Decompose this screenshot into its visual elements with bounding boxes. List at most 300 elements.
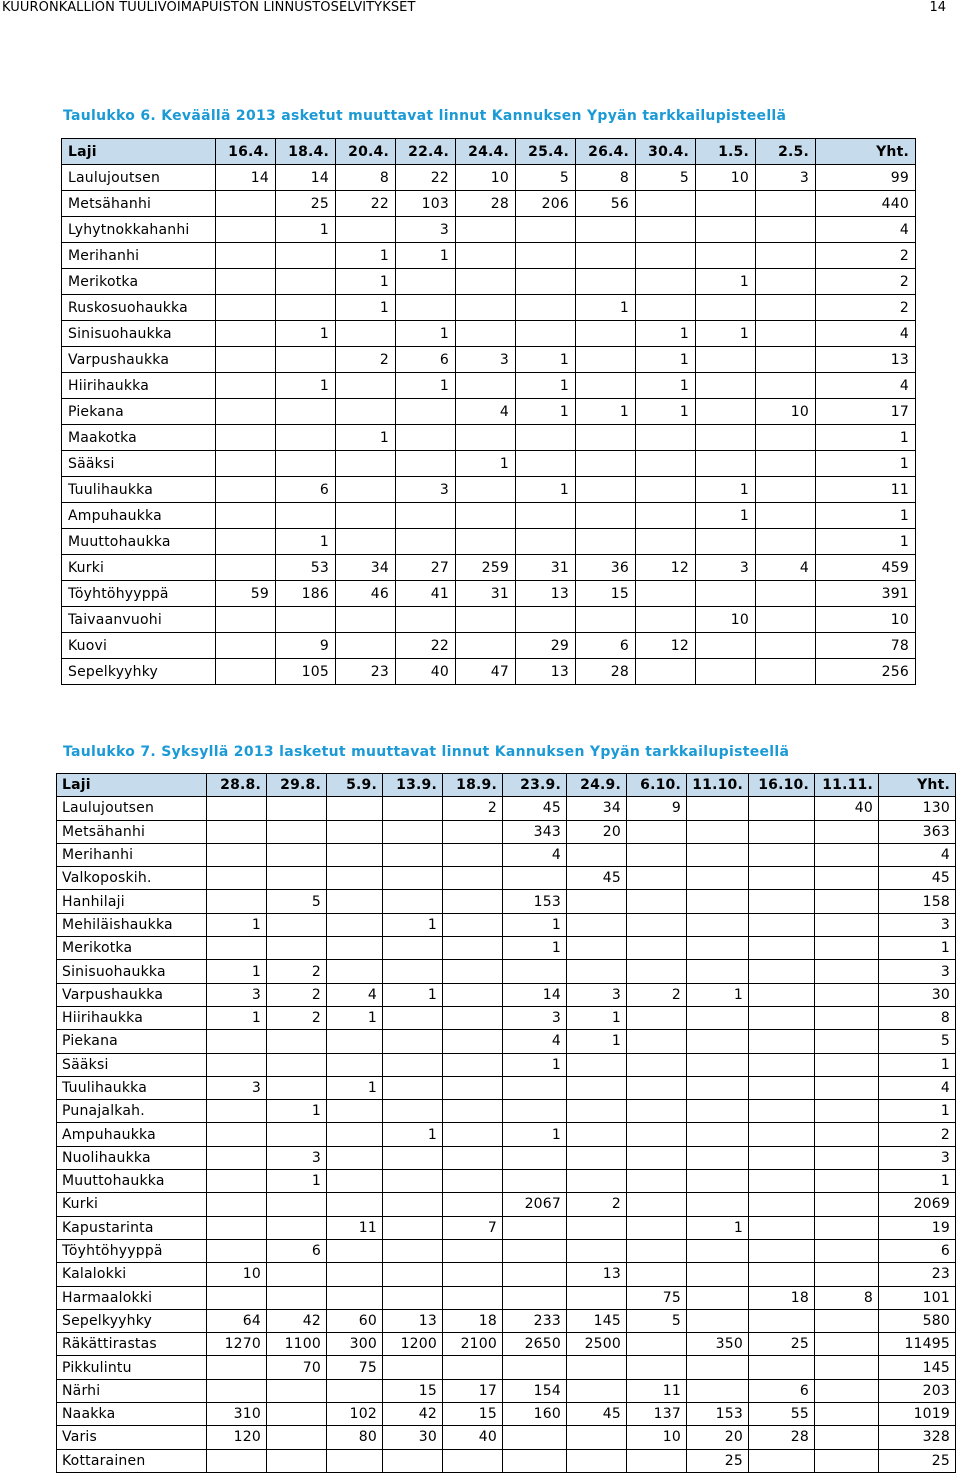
- count-cell: 31: [456, 581, 516, 607]
- count-cell: 56: [576, 191, 636, 217]
- species-cell: Pikkulintu: [57, 1356, 207, 1379]
- species-cell: Punajalkah.: [57, 1100, 207, 1123]
- table-row: [57, 913, 956, 936]
- species-cell: Kurki: [62, 555, 216, 581]
- count-cell: [576, 503, 636, 529]
- count-cell: 1: [207, 960, 267, 983]
- count-cell: [576, 269, 636, 295]
- count-cell: [636, 503, 696, 529]
- count-cell: [749, 1076, 815, 1099]
- count-cell: 1019: [879, 1403, 956, 1426]
- count-cell: [456, 607, 516, 633]
- count-cell: [327, 797, 383, 820]
- count-cell: [627, 1053, 687, 1076]
- count-cell: 2: [816, 295, 916, 321]
- count-cell: 25: [879, 1449, 956, 1472]
- count-cell: 440: [816, 191, 916, 217]
- count-cell: 4: [816, 321, 916, 347]
- count-cell: [687, 1309, 749, 1332]
- count-cell: 1: [276, 217, 336, 243]
- count-cell: [336, 451, 396, 477]
- count-cell: 3: [879, 960, 956, 983]
- count-cell: [696, 399, 756, 425]
- count-cell: [336, 399, 396, 425]
- column-header: 22.4.: [396, 139, 456, 165]
- table-row: [57, 1449, 956, 1472]
- table-row: [62, 555, 916, 581]
- count-cell: [815, 1216, 879, 1239]
- table-row: [57, 1403, 956, 1426]
- count-cell: [207, 867, 267, 890]
- count-cell: [756, 503, 816, 529]
- count-cell: [396, 607, 456, 633]
- column-header: 23.9.: [503, 774, 567, 797]
- count-cell: 40: [396, 659, 456, 685]
- column-header: Yht.: [816, 139, 916, 165]
- count-cell: [336, 607, 396, 633]
- count-cell: 10: [627, 1426, 687, 1449]
- count-cell: [383, 1286, 443, 1309]
- count-cell: 130: [879, 797, 956, 820]
- count-cell: 1: [516, 347, 576, 373]
- count-cell: [696, 295, 756, 321]
- species-cell: Merihanhi: [57, 843, 207, 866]
- count-cell: 1: [687, 1216, 749, 1239]
- count-cell: [815, 1309, 879, 1332]
- count-cell: 18: [749, 1286, 815, 1309]
- count-cell: [216, 529, 276, 555]
- count-cell: 391: [816, 581, 916, 607]
- count-cell: 40: [815, 797, 879, 820]
- count-cell: [396, 451, 456, 477]
- count-cell: [567, 937, 627, 960]
- count-cell: [503, 1263, 567, 1286]
- count-cell: 15: [383, 1379, 443, 1402]
- count-cell: 350: [687, 1333, 749, 1356]
- column-header: 2.5.: [756, 139, 816, 165]
- count-cell: [267, 1193, 327, 1216]
- count-cell: [267, 1403, 327, 1426]
- count-cell: [815, 1403, 879, 1426]
- count-cell: 2069: [879, 1193, 956, 1216]
- count-cell: [627, 1356, 687, 1379]
- count-cell: [276, 269, 336, 295]
- count-cell: [749, 1030, 815, 1053]
- count-cell: [456, 633, 516, 659]
- count-cell: 2: [816, 269, 916, 295]
- table-row: [57, 867, 956, 890]
- count-cell: [636, 607, 696, 633]
- species-cell: Kuovi: [62, 633, 216, 659]
- count-cell: 25: [687, 1449, 749, 1472]
- count-cell: [756, 607, 816, 633]
- count-cell: 1: [396, 243, 456, 269]
- count-cell: [216, 217, 276, 243]
- count-cell: [207, 797, 267, 820]
- count-cell: [627, 890, 687, 913]
- count-cell: [516, 607, 576, 633]
- count-cell: [443, 1193, 503, 1216]
- species-cell: Hanhilaji: [57, 890, 207, 913]
- count-cell: [815, 1053, 879, 1076]
- count-cell: 6: [276, 477, 336, 503]
- count-cell: [443, 1006, 503, 1029]
- count-cell: [567, 1076, 627, 1099]
- count-cell: 2: [627, 983, 687, 1006]
- count-cell: [267, 1379, 327, 1402]
- count-cell: 2: [443, 797, 503, 820]
- table-header-row: [57, 774, 956, 797]
- count-cell: [276, 347, 336, 373]
- count-cell: 1: [503, 937, 567, 960]
- count-cell: [207, 937, 267, 960]
- count-cell: [749, 1263, 815, 1286]
- species-cell: Ruskosuohaukka: [62, 295, 216, 321]
- count-cell: [636, 295, 696, 321]
- count-cell: [756, 425, 816, 451]
- count-cell: 300: [327, 1333, 383, 1356]
- count-cell: 1: [816, 451, 916, 477]
- count-cell: 45: [503, 797, 567, 820]
- count-cell: 14: [216, 165, 276, 191]
- count-cell: [207, 1170, 267, 1193]
- count-cell: [815, 1100, 879, 1123]
- count-cell: 13: [516, 581, 576, 607]
- count-cell: [687, 820, 749, 843]
- count-cell: [456, 269, 516, 295]
- count-cell: 41: [396, 581, 456, 607]
- count-cell: [327, 1449, 383, 1472]
- count-cell: 20: [687, 1426, 749, 1449]
- table-row: [57, 890, 956, 913]
- table-row: [57, 1006, 956, 1029]
- count-cell: [696, 243, 756, 269]
- count-cell: [267, 1286, 327, 1309]
- species-cell: Merikotka: [62, 269, 216, 295]
- count-cell: 4: [503, 1030, 567, 1053]
- species-cell: Sinisuohaukka: [57, 960, 207, 983]
- species-cell: Muuttohaukka: [57, 1170, 207, 1193]
- count-cell: [749, 1053, 815, 1076]
- count-cell: 6: [749, 1379, 815, 1402]
- table-row: [62, 503, 916, 529]
- count-cell: 1270: [207, 1333, 267, 1356]
- count-cell: 47: [456, 659, 516, 685]
- count-cell: [216, 477, 276, 503]
- count-cell: 1: [396, 321, 456, 347]
- count-cell: [815, 820, 879, 843]
- table-row: [62, 607, 916, 633]
- count-cell: 80: [327, 1426, 383, 1449]
- count-cell: [696, 373, 756, 399]
- count-cell: [267, 1123, 327, 1146]
- count-cell: 30: [383, 1426, 443, 1449]
- count-cell: 1: [456, 451, 516, 477]
- count-cell: [207, 1193, 267, 1216]
- count-cell: [383, 867, 443, 890]
- count-cell: 105: [276, 659, 336, 685]
- count-cell: [815, 1006, 879, 1029]
- count-cell: [443, 867, 503, 890]
- species-cell: Sinisuohaukka: [62, 321, 216, 347]
- table-row: [62, 451, 916, 477]
- count-cell: 1: [503, 1123, 567, 1146]
- count-cell: 75: [327, 1356, 383, 1379]
- count-cell: 1: [696, 503, 756, 529]
- count-cell: 15: [576, 581, 636, 607]
- count-cell: [267, 1030, 327, 1053]
- count-cell: [207, 1449, 267, 1472]
- count-cell: [383, 1356, 443, 1379]
- count-cell: [687, 797, 749, 820]
- count-cell: [443, 1146, 503, 1169]
- count-cell: 23: [879, 1263, 956, 1286]
- count-cell: [687, 1123, 749, 1146]
- count-cell: 154: [503, 1379, 567, 1402]
- count-cell: 310: [207, 1403, 267, 1426]
- count-cell: [516, 217, 576, 243]
- table-row: [57, 1333, 956, 1356]
- table-row: [62, 529, 916, 555]
- column-header: 25.4.: [516, 139, 576, 165]
- count-cell: 1: [336, 269, 396, 295]
- count-cell: 1: [696, 269, 756, 295]
- table-row: [57, 1263, 956, 1286]
- count-cell: 23: [336, 659, 396, 685]
- species-cell: Piekana: [62, 399, 216, 425]
- count-cell: 1: [636, 399, 696, 425]
- count-cell: 75: [627, 1286, 687, 1309]
- count-cell: [503, 1076, 567, 1099]
- count-cell: [383, 937, 443, 960]
- count-cell: 1: [336, 425, 396, 451]
- count-cell: [636, 581, 696, 607]
- count-cell: [327, 1030, 383, 1053]
- count-cell: [207, 1123, 267, 1146]
- column-header: 18.4.: [276, 139, 336, 165]
- count-cell: [749, 1356, 815, 1379]
- count-cell: 1: [207, 913, 267, 936]
- count-cell: 1: [327, 1076, 383, 1099]
- count-cell: [636, 425, 696, 451]
- count-cell: [636, 243, 696, 269]
- count-cell: [443, 1239, 503, 1262]
- count-cell: [756, 347, 816, 373]
- count-cell: [456, 217, 516, 243]
- count-cell: [327, 1239, 383, 1262]
- count-cell: 1200: [383, 1333, 443, 1356]
- column-header: Laji: [62, 139, 216, 165]
- count-cell: [815, 960, 879, 983]
- count-cell: [443, 1076, 503, 1099]
- species-cell: Varis: [57, 1426, 207, 1449]
- species-cell: Töyhtöhyyppä: [57, 1239, 207, 1262]
- count-cell: 186: [276, 581, 336, 607]
- count-cell: [815, 1193, 879, 1216]
- count-cell: [443, 1170, 503, 1193]
- column-header: 24.4.: [456, 139, 516, 165]
- count-cell: 45: [567, 1403, 627, 1426]
- column-header: Yht.: [879, 774, 956, 797]
- species-cell: Sääksi: [62, 451, 216, 477]
- count-cell: [216, 243, 276, 269]
- species-cell: Maakotka: [62, 425, 216, 451]
- count-cell: 42: [383, 1403, 443, 1426]
- count-cell: [327, 1193, 383, 1216]
- count-cell: [815, 867, 879, 890]
- count-cell: [216, 607, 276, 633]
- count-cell: 3: [396, 217, 456, 243]
- count-cell: [207, 1239, 267, 1262]
- count-cell: [207, 1216, 267, 1239]
- count-cell: [443, 1263, 503, 1286]
- table-row: [62, 269, 916, 295]
- count-cell: [627, 1146, 687, 1169]
- count-cell: [456, 295, 516, 321]
- count-cell: 1: [816, 425, 916, 451]
- count-cell: 1: [516, 399, 576, 425]
- count-cell: 1: [267, 1100, 327, 1123]
- count-cell: 3: [207, 983, 267, 1006]
- species-cell: Sepelkyyhky: [57, 1309, 207, 1332]
- count-cell: [207, 1053, 267, 1076]
- count-cell: 2650: [503, 1333, 567, 1356]
- count-cell: 1: [576, 399, 636, 425]
- species-cell: Laulujoutsen: [62, 165, 216, 191]
- count-cell: 7: [443, 1216, 503, 1239]
- count-cell: [443, 1100, 503, 1123]
- count-cell: [696, 425, 756, 451]
- count-cell: 4: [756, 555, 816, 581]
- column-header: 26.4.: [576, 139, 636, 165]
- table-row: [62, 425, 916, 451]
- count-cell: [216, 503, 276, 529]
- count-cell: 19: [879, 1216, 956, 1239]
- count-cell: [267, 913, 327, 936]
- count-cell: [216, 451, 276, 477]
- count-cell: 1: [636, 321, 696, 347]
- count-cell: 40: [443, 1426, 503, 1449]
- count-cell: [696, 529, 756, 555]
- count-cell: [696, 217, 756, 243]
- count-cell: 233: [503, 1309, 567, 1332]
- count-cell: [756, 243, 816, 269]
- count-cell: [567, 1356, 627, 1379]
- count-cell: [576, 373, 636, 399]
- count-cell: [336, 373, 396, 399]
- count-cell: 14: [276, 165, 336, 191]
- count-cell: [503, 1170, 567, 1193]
- count-cell: [687, 1076, 749, 1099]
- count-cell: 153: [503, 890, 567, 913]
- count-cell: [516, 503, 576, 529]
- count-cell: [327, 1263, 383, 1286]
- count-cell: 4: [879, 843, 956, 866]
- count-cell: [383, 797, 443, 820]
- count-cell: 11495: [879, 1333, 956, 1356]
- count-cell: 256: [816, 659, 916, 685]
- count-cell: 30: [879, 983, 956, 1006]
- autumn-migration-table: [56, 773, 956, 1473]
- count-cell: [267, 867, 327, 890]
- count-cell: [516, 321, 576, 347]
- count-cell: [749, 960, 815, 983]
- count-cell: [443, 983, 503, 1006]
- count-cell: 363: [879, 820, 956, 843]
- count-cell: 3: [567, 983, 627, 1006]
- count-cell: 3: [756, 165, 816, 191]
- count-cell: 4: [816, 217, 916, 243]
- count-cell: 120: [207, 1426, 267, 1449]
- count-cell: 15: [443, 1403, 503, 1426]
- count-cell: 6: [879, 1239, 956, 1262]
- table-row: [62, 165, 916, 191]
- count-cell: 1: [879, 1053, 956, 1076]
- count-cell: [576, 607, 636, 633]
- count-cell: 28: [749, 1426, 815, 1449]
- count-cell: [567, 1123, 627, 1146]
- page-number: 14: [929, 0, 946, 15]
- table-header-row: [62, 139, 916, 165]
- count-cell: 6: [576, 633, 636, 659]
- count-cell: 8: [336, 165, 396, 191]
- count-cell: [207, 843, 267, 866]
- species-cell: Lyhytnokkahanhi: [62, 217, 216, 243]
- species-cell: Kalalokki: [57, 1263, 207, 1286]
- count-cell: 13: [567, 1263, 627, 1286]
- count-cell: [383, 1053, 443, 1076]
- table-row: [57, 1193, 956, 1216]
- count-cell: 102: [327, 1403, 383, 1426]
- count-cell: 160: [503, 1403, 567, 1426]
- species-cell: Merihanhi: [62, 243, 216, 269]
- count-cell: [687, 937, 749, 960]
- count-cell: [216, 659, 276, 685]
- count-cell: 103: [396, 191, 456, 217]
- count-cell: 1: [503, 1053, 567, 1076]
- count-cell: 10: [456, 165, 516, 191]
- species-cell: Varpushaukka: [62, 347, 216, 373]
- count-cell: [503, 1426, 567, 1449]
- count-cell: 1: [696, 321, 756, 347]
- count-cell: [207, 1030, 267, 1053]
- count-cell: 1: [396, 373, 456, 399]
- count-cell: [516, 243, 576, 269]
- count-cell: [327, 1146, 383, 1169]
- count-cell: [636, 269, 696, 295]
- count-cell: [336, 633, 396, 659]
- table-row: [57, 1053, 956, 1076]
- count-cell: [756, 581, 816, 607]
- count-cell: [687, 1146, 749, 1169]
- species-cell: Taivaanvuohi: [62, 607, 216, 633]
- count-cell: [815, 1449, 879, 1472]
- count-cell: [756, 321, 816, 347]
- count-cell: [276, 295, 336, 321]
- count-cell: [443, 1053, 503, 1076]
- count-cell: 25: [276, 191, 336, 217]
- count-cell: [383, 890, 443, 913]
- species-cell: Kottarainen: [57, 1449, 207, 1472]
- count-cell: 12: [636, 633, 696, 659]
- count-cell: [749, 1309, 815, 1332]
- column-header: 1.5.: [696, 139, 756, 165]
- count-cell: [687, 1239, 749, 1262]
- count-cell: 1: [576, 295, 636, 321]
- count-cell: [276, 503, 336, 529]
- species-cell: Laulujoutsen: [57, 797, 207, 820]
- count-cell: [383, 1076, 443, 1099]
